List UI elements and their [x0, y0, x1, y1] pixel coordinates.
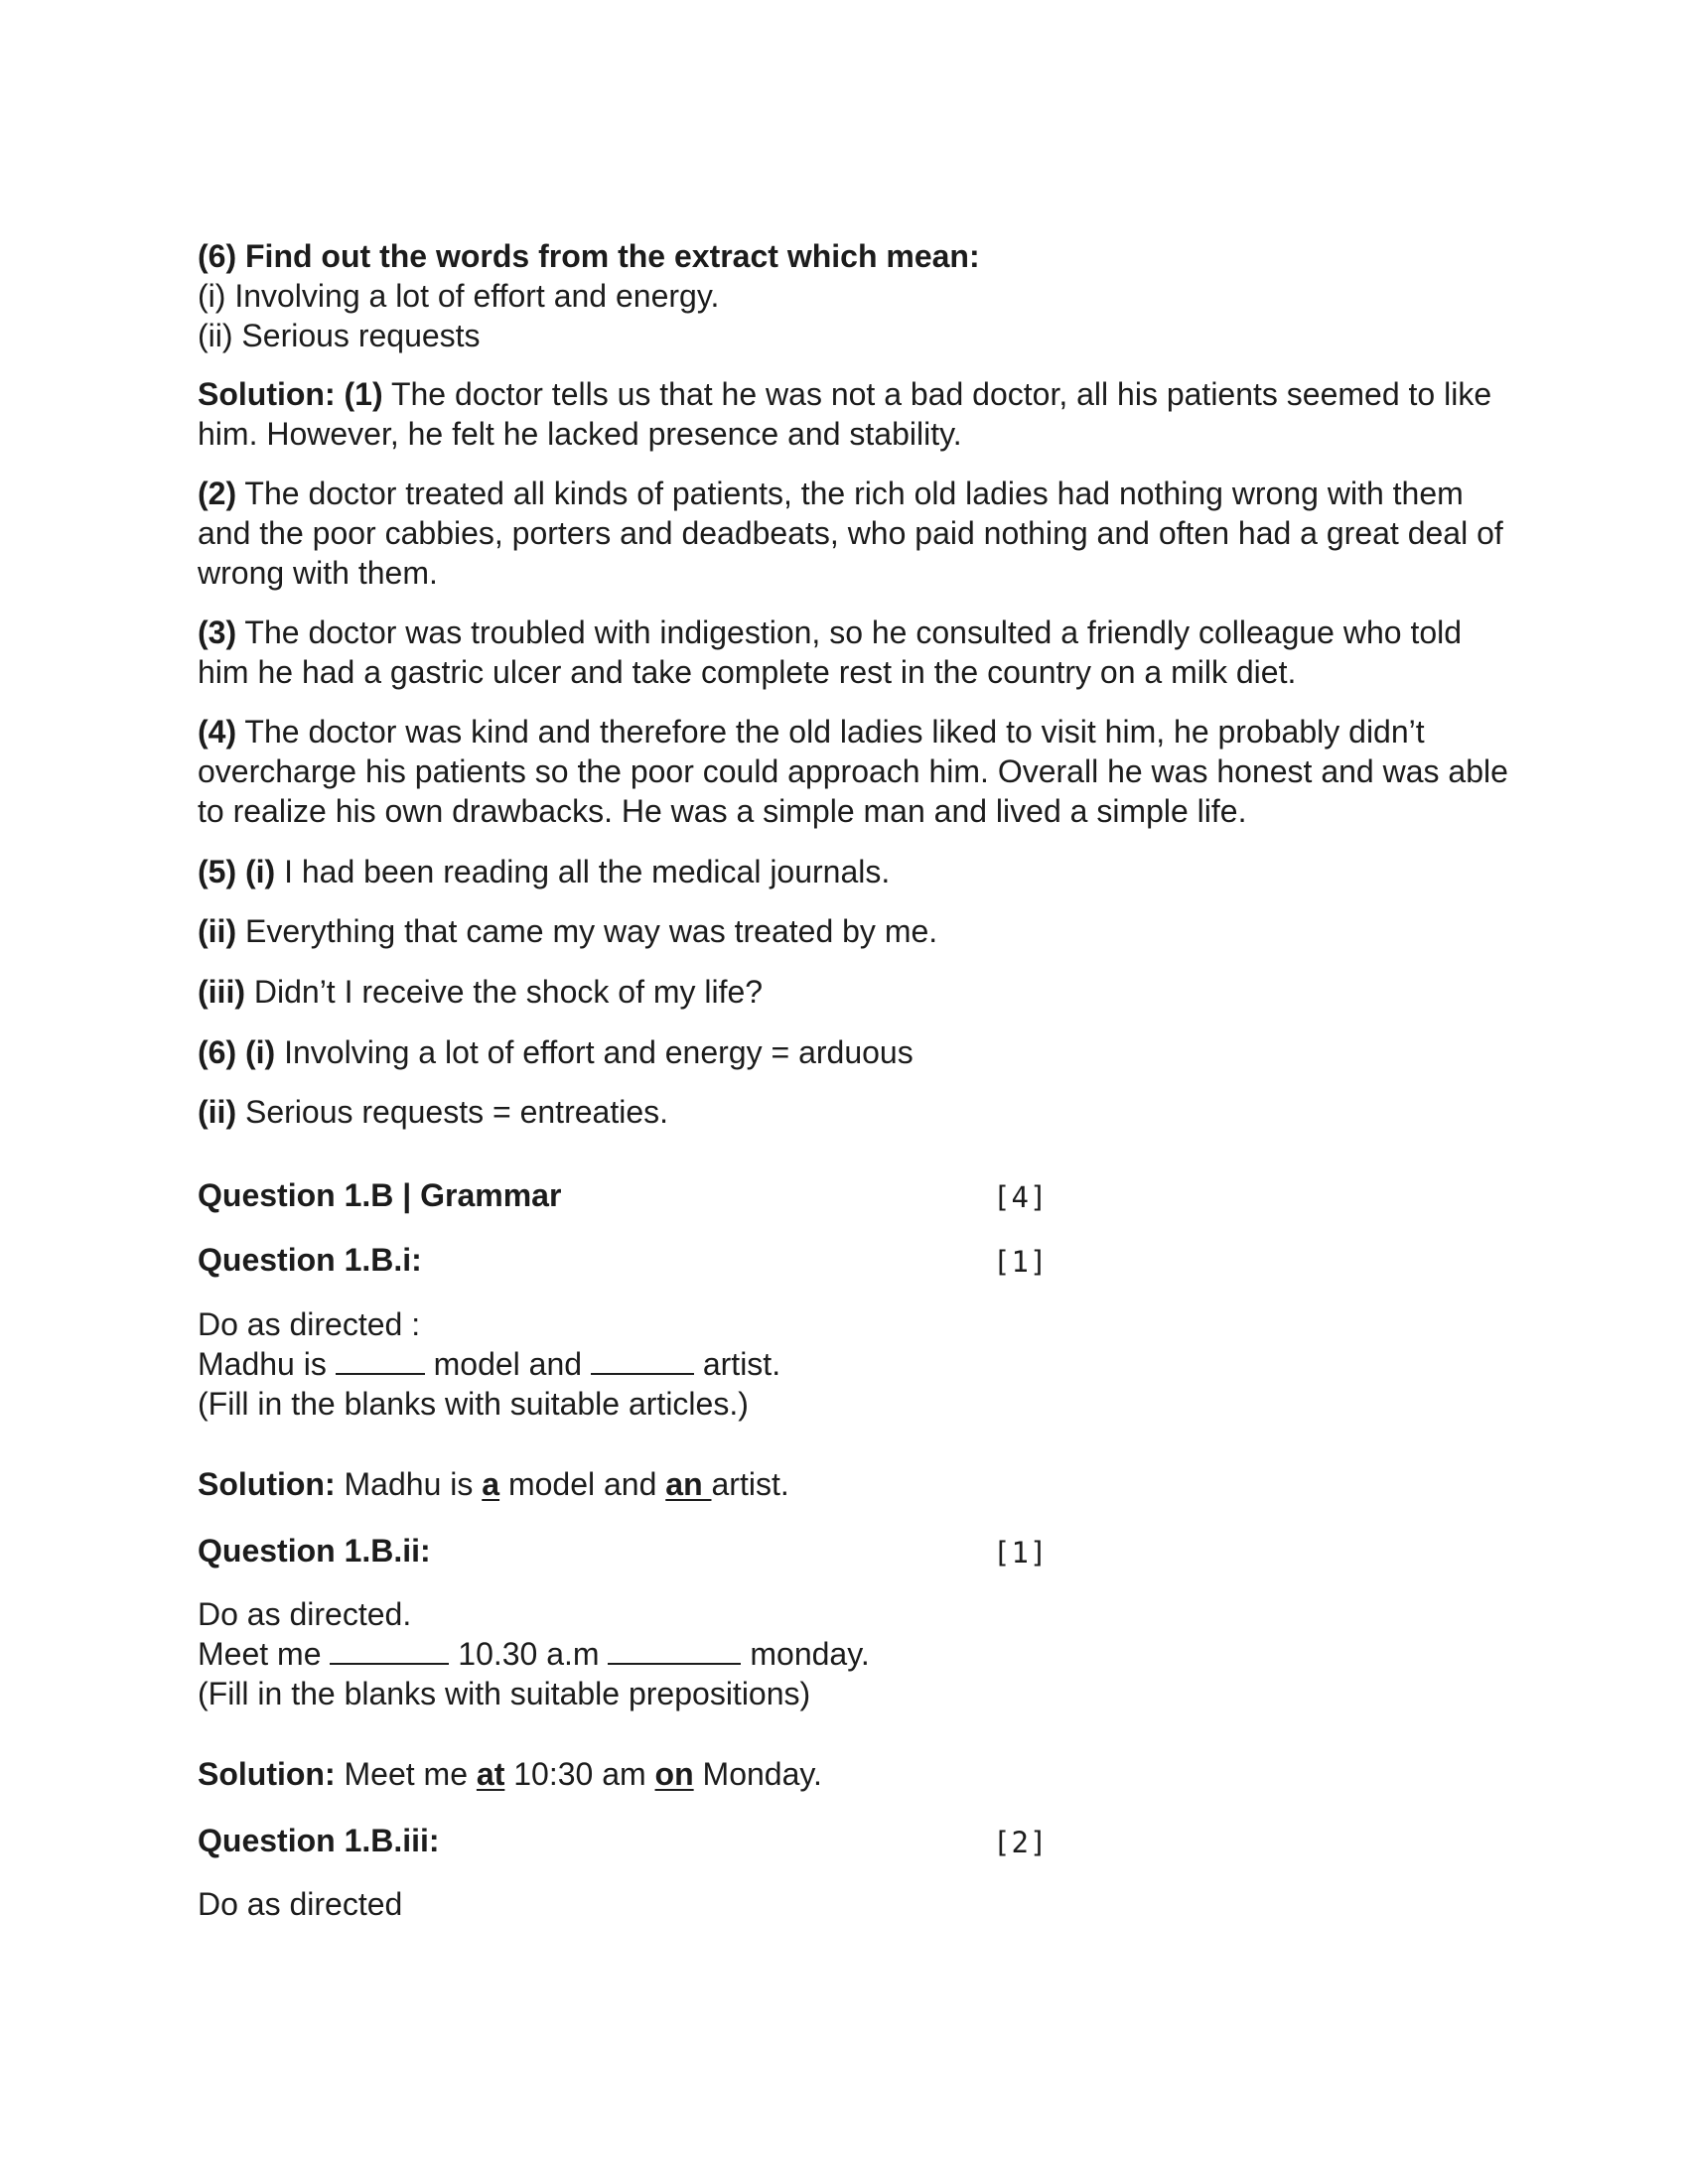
q1bii-title: Question 1.B.ii:: [198, 1533, 431, 1569]
solution-6-i-text: Involving a lot of effort and energy = arduous: [275, 1034, 914, 1070]
q1biii-marks: [2]: [993, 1826, 1049, 1859]
q1biii-directive: Do as directed: [198, 1886, 403, 1922]
part6-item-i: (i) Involving a lot of effort and energy.: [198, 278, 720, 314]
q1bii-text-1: Meet me: [198, 1636, 331, 1672]
solution-5-i-text: I had been reading all the medical journals.: [275, 854, 891, 889]
solution-5-iii-text: Didn’t I receive the shock of my life?: [244, 974, 764, 1010]
q1bi-sentence: [198, 1346, 780, 1382]
solution-5-i-number: (5) (i): [198, 854, 276, 889]
solution-6-i: [198, 1032, 1508, 1072]
q1bi-text-1: Madhu is: [198, 1346, 336, 1382]
q1bi-solution-label: Solution:: [198, 1466, 336, 1502]
q1bi-solution: [198, 1464, 1508, 1504]
blank-1: [336, 1345, 425, 1375]
part6-title: (6) Find out the words from the extract which mean:: [198, 238, 980, 274]
solution-1-text: The doctor tells us that he was not a bad doctor, all his patients seemed to like him. However, he felt he lacked presence and stability.: [198, 376, 1492, 452]
blank-2: [591, 1345, 694, 1375]
q1bi-text-2: model and: [424, 1346, 591, 1382]
solution-1: [198, 374, 1508, 454]
q1bi-title: Question 1.B.i:: [198, 1242, 422, 1278]
q1bi-answer-1: a: [482, 1466, 500, 1502]
q1bii-answer-1: at: [476, 1756, 505, 1792]
solution-2: [198, 474, 1508, 593]
q1bii-directive: Do as directed.: [198, 1596, 412, 1632]
q1bi-marks: [1]: [993, 1245, 1049, 1279]
q1bii-solution-text-3: Monday.: [693, 1756, 822, 1792]
solution-5-iii-number: (iii): [198, 974, 245, 1010]
solution-1-number: (1): [344, 376, 383, 412]
q1bii-instruction: (Fill in the blanks with suitable prepositions): [198, 1676, 811, 1711]
solution-6-i-number: (6) (i): [198, 1034, 276, 1070]
q1biii-title: Question 1.B.iii:: [198, 1823, 440, 1858]
q1bi-text-3: artist.: [693, 1346, 781, 1382]
q1bii-marks: [1]: [993, 1536, 1049, 1570]
q1bii-text-3: monday.: [741, 1636, 870, 1672]
q1bi-instruction: (Fill in the blanks with suitable articles.): [198, 1386, 749, 1422]
blank-4: [608, 1635, 741, 1665]
solution-5-ii-number: (ii): [198, 913, 237, 949]
q1b-marks: [4]: [993, 1180, 1049, 1214]
solution-6-ii-text: Serious requests = entreaties.: [236, 1094, 668, 1130]
solution-4: [198, 712, 1508, 831]
solution-2-number: (2): [198, 476, 237, 511]
solution-5-ii: [198, 911, 1508, 951]
solution-5-i: [198, 852, 1508, 891]
solution-3-number: (3): [198, 614, 237, 650]
solution-5-iii: [198, 972, 1508, 1012]
solution-5-ii-text: Everything that came my way was treated by me.: [236, 913, 938, 949]
part6-item-ii: (ii) Serious requests: [198, 318, 481, 353]
q1bii-solution-text-1: Meet me: [335, 1756, 477, 1792]
q1bii-answer-2: on: [654, 1756, 694, 1792]
q1bii-text-2: 10.30 a.m: [449, 1636, 609, 1672]
q1bi-solution-text-2: model and: [499, 1466, 666, 1502]
q1bi-solution-text-3: artist.: [711, 1466, 789, 1502]
blank-3: [330, 1635, 449, 1665]
q1bi-body: [198, 1304, 1508, 1424]
solution-3-text: The doctor was troubled with indigestion, so he consulted a friendly colleague who told him he had a gastric ulcer and take complete rest in the country on a milk diet.: [198, 614, 1463, 690]
q1bii-sentence: [198, 1636, 870, 1672]
solution-6-ii: [198, 1092, 1508, 1132]
solution-2-text: The doctor treated all kinds of patients, the rich old ladies had nothing wrong with them and the poor cabbies, porters and deadbeats, who paid nothing and often had a great deal of wrong with them.: [198, 476, 1503, 591]
q1bii-body: [198, 1594, 1508, 1713]
q1bi-answer-2: an: [665, 1466, 712, 1502]
q1bii-solution-label: Solution:: [198, 1756, 336, 1792]
q1b-title: Question 1.B | Grammar: [198, 1177, 562, 1213]
solution-4-text: The doctor was kind and therefore the old ladies liked to visit him, he probably didn’t overcharge his patients so the poor could approach him. Overall he was honest and was able to realize his own drawbacks. He was a simple man and lived a simple life.: [198, 714, 1508, 829]
solution-6-ii-number: (ii): [198, 1094, 237, 1130]
solution-label: Solution:: [198, 376, 336, 412]
q1bi-solution-text-1: Madhu is: [335, 1466, 483, 1502]
q1bi-directive: Do as directed :: [198, 1306, 421, 1342]
part6-question: [198, 236, 1508, 355]
q1bii-solution: [198, 1754, 1508, 1794]
solution-4-number: (4): [198, 714, 237, 750]
solution-3: [198, 613, 1508, 692]
q1bii-solution-text-2: 10:30 am: [504, 1756, 655, 1792]
